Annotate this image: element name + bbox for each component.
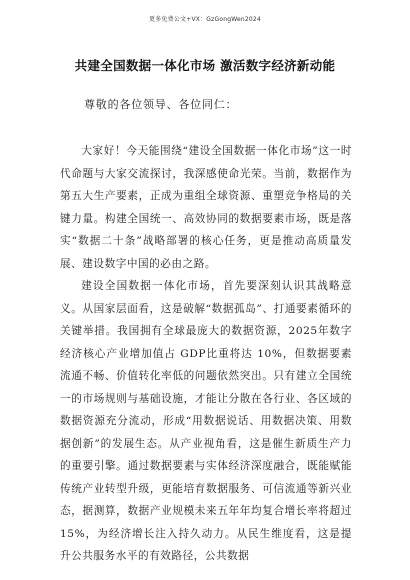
document-title: 共建全国数据一体化市场 激活数字经济新动能 [74,58,336,73]
paragraph-2: 建设全国数据一体化市场，首先要深刻认识其战略意义。从国家层面看，这是破解“数据孤岛”、打通要素循环的关键举措。我国拥有全球最庞大的数据资源，2025年数字经济核心产业增加值占 GDP比重将达 10%，但数据要素流通不畅、价值转化率低的问题依然突出。只有建立全国统一的市场规则与基础设施，才能让分散在各行业、各区域的数据资源充分流动，形成“用数据说话、用数据决策、用数据创新”的发展生态。从产业视角看，这是催生新质生产力的重要引擎。通过数据要素与实体经济深度融合，既能赋能传统产业转型升级，更能培育数据服务、可信流通等新兴业态，据测算，数据产业规模未来五年年均复合增长率将超过 15%，为经济增长注入持久动力。从民生维度看，这是提升公共服务水平的有效路径，公共数据 [60,280,352,562]
header-note: 更多免费公文+VX：GzGongWen2024 [149,16,261,23]
document-body [60,140,352,568]
salutation: 尊敬的各位领导、各位同仁： [84,98,238,111]
paragraph-1: 大家好！今天能围绕“建设全国数据一体化市场”这一时代命题与大家交流探讨，我深感使命光荣。当前，数据作为第五大生产要素，正成为重组全球资源、重塑竞争格局的关键力量。构建全国统一、高效协同的数据要素市场，既是落实“数据二十条”战略部署的核心任务，更是推动高质量发展、建设数字中国的必由之路。 [60,145,352,270]
